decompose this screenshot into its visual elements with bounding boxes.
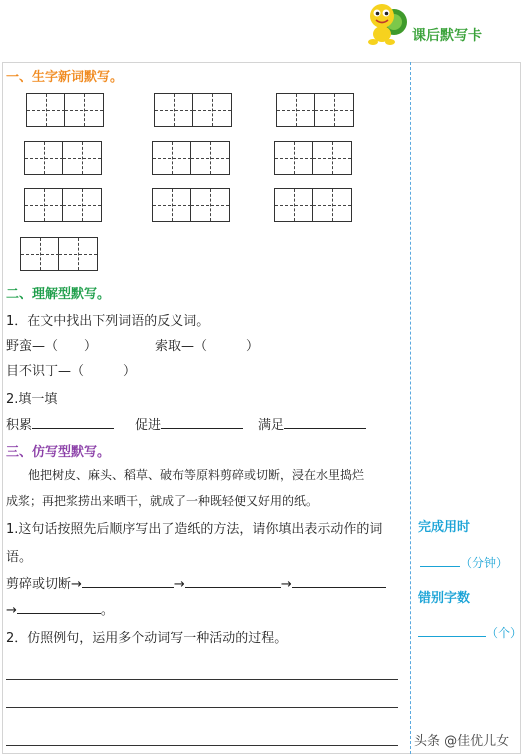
header-title: 课后默写卡	[412, 28, 482, 44]
fill-word-3	[258, 414, 366, 433]
question-3-label-line-1: 1.这句话按照先后顺序写出了造纸的方法，请你填出表示动作的词	[6, 522, 383, 537]
question-2-label: 2.填一填	[6, 392, 58, 407]
completion-time-unit: （分钟）	[460, 556, 509, 570]
sequence-blank-1[interactable]	[82, 575, 174, 588]
sequence-end: 。	[100, 603, 114, 618]
typo-count-unit: （个）	[486, 626, 523, 640]
antonym-item-1: 野蛮—（ ）	[6, 339, 98, 354]
fill-blank-2[interactable]	[161, 416, 243, 429]
turtle-mascot-icon	[362, 0, 410, 46]
sequence-row-1	[6, 573, 386, 592]
writing-grid-2	[154, 93, 232, 127]
writing-grid-4	[24, 141, 102, 175]
typo-count-blank[interactable]	[418, 624, 486, 637]
antonym-item-3: 目不识丁—（ ）	[6, 364, 137, 379]
typo-count-field	[418, 622, 522, 641]
fill-word-1	[6, 414, 114, 433]
answer-line-3[interactable]	[6, 745, 398, 746]
answer-line-1[interactable]	[6, 679, 398, 680]
fill-blank-1[interactable]	[32, 416, 114, 429]
completion-time-field	[420, 552, 508, 571]
writing-grid-1	[26, 93, 104, 127]
section-3-title: 三、仿写型默写。	[6, 445, 111, 460]
sidebar-divider	[410, 62, 411, 754]
typo-count-label: 错别字数	[418, 591, 471, 606]
answer-line-2[interactable]	[6, 707, 398, 708]
sequence-blank-3[interactable]	[292, 575, 386, 588]
fill-word-1-text: 积累	[6, 418, 33, 433]
completion-time-label: 完成用时	[418, 520, 471, 535]
fill-word-2	[135, 414, 243, 433]
sequence-blank-2[interactable]	[185, 575, 281, 588]
passage-line-2: 成浆；再把浆捞出来晒干，就成了一种既轻便又好用的纸。	[6, 494, 319, 508]
antonym-item-2: 索取—（ ）	[155, 339, 260, 354]
writing-grid-8	[152, 188, 230, 222]
fill-blank-3[interactable]	[284, 416, 366, 429]
section-2-title: 二、理解型默写。	[6, 287, 111, 302]
writing-grid-9	[274, 188, 352, 222]
sequence-arrow-3: →	[6, 603, 17, 618]
writing-grid-5	[152, 141, 230, 175]
question-1-label: 1．在文中找出下列词语的反义词。	[6, 314, 210, 329]
writing-grid-3	[276, 93, 354, 127]
completion-time-blank[interactable]	[420, 554, 460, 567]
sequence-row-2	[6, 599, 114, 618]
writing-grid-6	[274, 141, 352, 175]
writing-grid-7	[24, 188, 102, 222]
question-4-label: 2．仿照例句，运用多个动词写一种活动的过程。	[6, 631, 288, 646]
section-1-title: 一、生字新词默写。	[6, 70, 124, 85]
sequence-start: 剪碎或切断→	[6, 577, 82, 592]
writing-grid-10	[20, 237, 98, 271]
sequence-arrow-2: →	[280, 577, 292, 592]
question-3-label-line-2: 语。	[6, 550, 33, 565]
passage-line-1: 他把树皮、麻头、稻草、破布等原料剪碎或切断，浸在水里捣烂	[28, 468, 365, 482]
fill-word-2-text: 促进	[135, 418, 162, 433]
watermark: 头条 @佳优儿女	[414, 734, 510, 749]
sequence-blank-4[interactable]	[17, 601, 101, 614]
fill-word-3-text: 满足	[258, 418, 285, 433]
sequence-arrow-1: →	[173, 577, 185, 592]
